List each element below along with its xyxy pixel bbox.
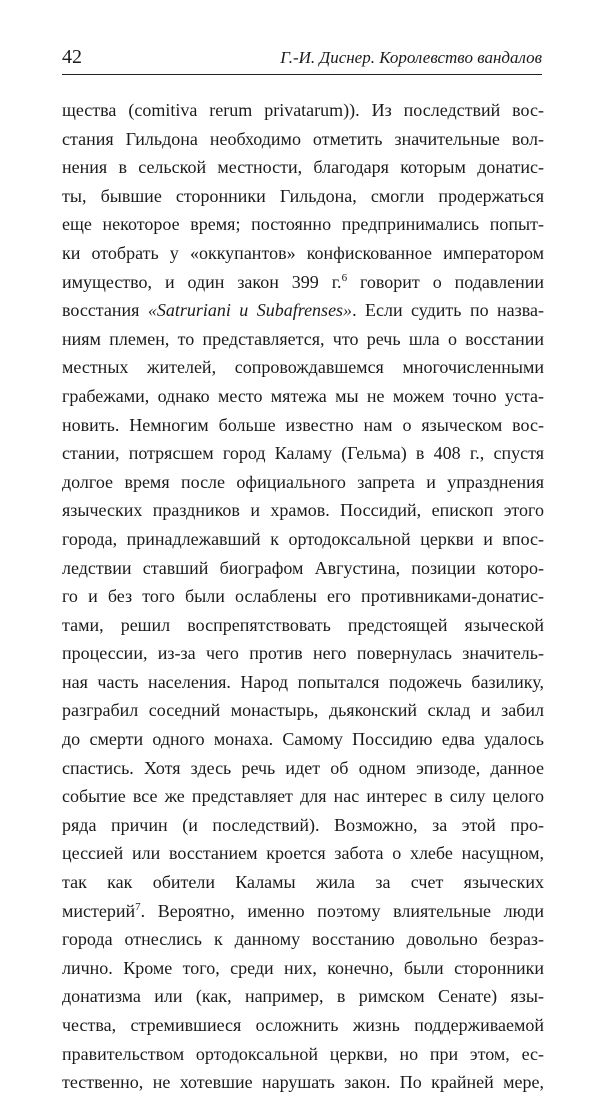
- footnote-ref: 6: [341, 271, 348, 284]
- text-line: языческих праздников и храмов. Поссидий, епископ этого: [62, 500, 544, 521]
- text-line: цессией или восстанием кроется забота о хлебе насущном,: [62, 843, 544, 864]
- text-line: щества (comitiva rerum privatarum)). Из последствий вос-: [62, 100, 544, 120]
- text-line: лично. Кроме того, среди них, конечно, были сторонники: [62, 957, 544, 978]
- text-line: восстания «Satruriani u Subafrenses». Если судить по назва-: [62, 300, 544, 321]
- text-line: стании, потрясшем город Каламу (Гельма) в 408 г., спустя: [62, 443, 544, 464]
- footnote-ref: 7: [135, 900, 141, 913]
- text-line: разграбил соседний монастырь, дьяконский склад и забил: [62, 700, 544, 721]
- text-line: чества, стремившиеся осложнить жизнь поддерживаемой: [62, 1015, 544, 1035]
- text-line: долгое время после официального запрета и упразднения: [62, 471, 544, 492]
- text-line: до смерти одного монаха. Самому Поссидию едва удалось: [62, 729, 544, 750]
- text-line: процессии, из-за чего против него повернулась значитель-: [62, 643, 544, 664]
- text-line: ряда причин (и последствий). Возможно, за этой про-: [62, 814, 544, 835]
- text-line: правительством ортодоксальной церкви, но при этом, ес-: [62, 1043, 544, 1064]
- text-line: тами, решил воспрепятствовать предстоящей языческой: [62, 614, 544, 635]
- text-line: нения в сельской местности, благодаря которым донатис-: [62, 157, 544, 178]
- text-line: новить. Немногим больше известно нам о языческом вос-: [62, 414, 544, 435]
- text-line: имущество, и один закон 399 г.$^6$ говорит о подавлении: [62, 271, 544, 292]
- page-header: [62, 42, 542, 75]
- text-line: донатизма или (как, например, в римском Сенате) язы-: [62, 986, 544, 1007]
- text-line: ная часть населения. Народ попытался подожечь базилику,: [62, 671, 544, 692]
- text-line: тественно, не хотевшие нарушать закон. По крайней мере,: [62, 1072, 544, 1093]
- text-line: местных жителей, сопровождавшемся многочисленными: [62, 357, 544, 378]
- text-line: города отнеслись к данному восстанию довольно безраз-: [62, 929, 544, 950]
- italic-text: «Satruriani u Subafrenses»: [147, 300, 353, 321]
- running-title: Г.-И. Диснер. Королевство вандалов: [280, 48, 542, 67]
- page-number: 42: [62, 46, 82, 68]
- text-line: спастись. Хотя здесь речь идет об одном эпизоде, данное: [62, 757, 544, 778]
- text-line: мистерий$^7$. Вероятно, именно поэтому влиятельные люди: [62, 900, 544, 921]
- body-text: [62, 96, 544, 1097]
- text-line: ниям племен, то представляется, что речь шла о восстании: [62, 328, 544, 349]
- text-line: так как обители Каламы жила за счет языческих: [62, 872, 544, 893]
- text-line: ки отобрать у «оккупантов» конфискованное императором: [62, 242, 544, 263]
- text-line: стания Гильдона необходимо отметить значительные вол-: [62, 128, 544, 149]
- text-line: событие все же представляет для нас интерес в силу целого: [62, 786, 544, 807]
- text-line: грабежами, однако место мятежа мы не можем точно уста-: [62, 385, 544, 406]
- text-line: го и без того были ослаблены его противниками-донатис-: [62, 586, 544, 607]
- text-line: ты, бывшие сторонники Гильдона, смогли продержаться: [62, 185, 544, 206]
- text-line: еще некоторое время; постоянно предпринимались попыт-: [62, 214, 544, 235]
- text-line: города, принадлежавший к ортодоксальной церкви и впос-: [62, 528, 544, 549]
- text-line: ледствии ставший биографом Августина, позиции которо-: [62, 557, 544, 578]
